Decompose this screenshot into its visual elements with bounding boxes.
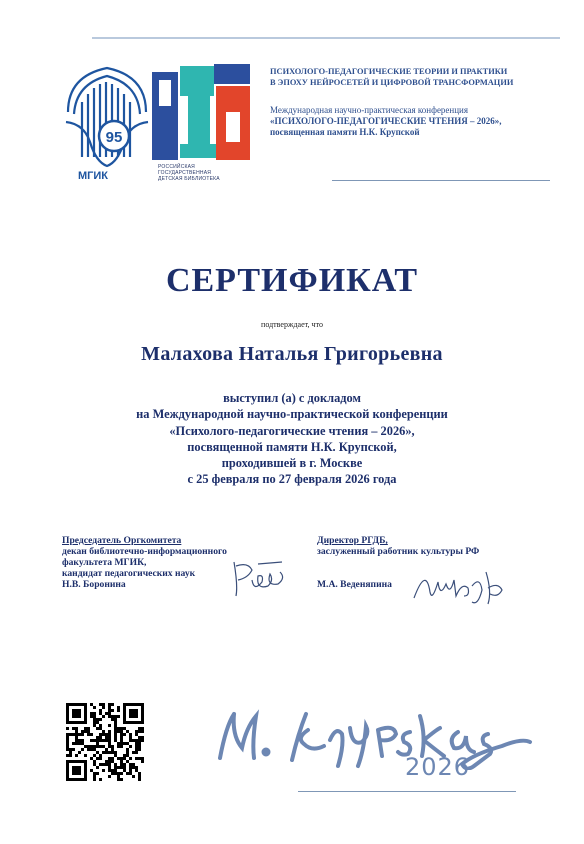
krupskaya-year: 2026 [405,753,471,781]
signer-title-line: заслуженный работник культуры РФ [317,546,480,557]
signer-role: Директор РГДБ, [317,535,388,546]
mgik-logo-label: МГИК [78,170,109,182]
rgdb-logo [150,62,254,164]
signer-name: Н.В. Боронина [62,579,126,590]
certificate-title: СЕРТИФИКАТ [165,262,419,299]
handwritten-signature-icon [228,556,292,602]
header-divider-line [332,180,550,181]
conference-theme-line2: В ЭПОХУ НЕЙРОСЕТЕЙ И ЦИФРОВОЙ ТРАНСФОРМАЦИИ [270,78,514,87]
rgdb-label-line2: ДЕТСКАЯ БИБЛИОТЕКА [158,176,220,182]
conference-desc-line2: «ПСИХОЛОГО-ПЕДАГОГИЧЕСКИЕ ЧТЕНИЯ – 2026», [270,116,502,126]
signer-title-line: факультета МГИК, [62,557,147,568]
signer-role: Председатель Оргкомитета [62,535,182,546]
krupskaya-handwriting-icon [212,706,538,770]
signer-name: М.А. Веденяпина [317,579,392,590]
signature-right-handwriting [408,562,508,613]
rgdb-logo-label [158,164,248,182]
body-line: проходившей в г. Москве [221,456,363,471]
body-line: с 25 февраля по 27 февраля 2026 года [187,472,397,487]
qr-code-icon [66,703,144,781]
signer-title-line: декан библиотечно-информационного [62,546,227,557]
body-line: «Психолого-педагогические чтения – 2026», [169,423,415,438]
mgik-logo [64,62,150,180]
body-line: посвященной памяти Н.К. Крупской, [187,439,397,454]
krupskaya-signature-art [212,706,538,770]
signer-title-line: кандидат педагогических наук [62,568,196,579]
footer-divider-line [298,791,516,792]
rgdb-label-line1: РОССИЙСКАЯ ГОСУДАРСТВЕННАЯ [158,164,212,176]
body-line: выступил (а) с докладом [223,391,361,405]
conference-description [270,105,570,138]
top-divider-line [92,37,560,39]
rgdb-letters-icon [150,62,254,164]
conference-theme-line1: ПСИХОЛОГО-ПЕДАГОГИЧЕСКИЕ ТЕОРИИ И ПРАКТИКИ [270,67,508,76]
svg-text:95: 95 [105,129,123,146]
conference-desc-line3: посвященная памяти Н.К. Крупской [270,127,420,137]
body-line: на Международной научно-практической конференции [136,407,448,422]
confirms-text: подтверждает, что [261,320,323,329]
recipient-name: Малахова Наталья Григорьевна [141,343,443,365]
qr-code [66,703,144,781]
conference-desc-line1: Международная научно-практическая конференция [270,105,469,115]
certificate-body [0,390,584,488]
handwritten-signature-icon [408,562,508,608]
signature-left-handwriting [228,556,292,607]
conference-theme [270,66,570,88]
mgik-emblem-icon [64,62,150,172]
